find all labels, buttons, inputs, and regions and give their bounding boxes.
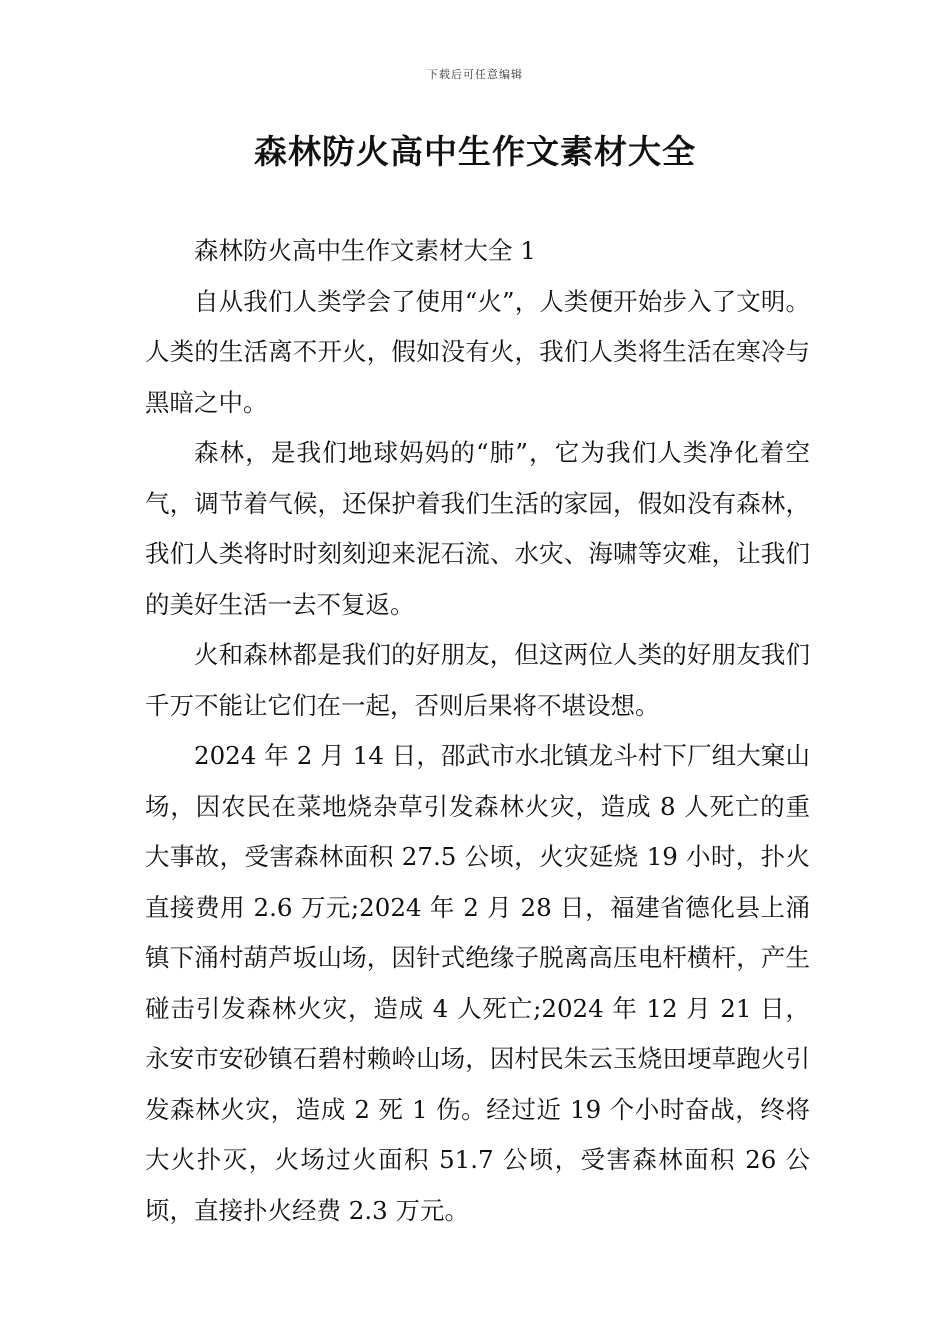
- paragraph: 森林，是我们地球妈妈的“肺”，它为我们人类净化着空气，调节着气候，还保护着我们生活的家园，假如没有森林，我们人类将时时刻刻迎来泥石流、水灾、海啸等灾难，让我们的美好生活一去不复返。: [145, 438, 810, 619]
- paragraph: 火和森林都是我们的好朋友，但这两位人类的好朋友我们千万不能让它们在一起，否则后果将不堪设想。: [145, 640, 810, 720]
- paragraph: 自从我们人类学会了使用“火”，人类便开始步入了文明。人类的生活离不开火，假如没有火，我们人类将生活在寒冷与黑暗之中。: [145, 286, 810, 417]
- section-heading: 森林防火高中生作文素材大全 1: [194, 236, 536, 265]
- document-title: 森林防火高中生作文素材大全: [254, 132, 696, 171]
- document-body: [145, 226, 810, 1236]
- paragraph: 2024 年 2 月 14 日，邵武市水北镇龙斗村下厂组大窠山场，因农民在菜地烧杂草引发森林火灾，造成 8 人死亡的重大事故，受害森林面积 27.5 公顷，火灾延烧 19 小时，扑火直接费用 2.6 万元;2024 年 2 月 28 日，福建省德化县上涌镇下涌村葫芦坂山场，因针式绝缘子脱离高压电杆横杆，产生碰击引发森林火灾，造成 4 人死亡;2024 年 12 月 21 日，永安市安砂镇石碧村赖岭山场，因村民朱云玉烧田埂草跑火引发森林火灾，造成 2 死 1 伤。经过近 19 个小时奋战，终将大火扑灭，火场过火面积 51.7 公顷，受害森林面积 26 公顷，直接扑火经费 2.3 万元。: [145, 741, 810, 1225]
- header-note: 下载后可任意编辑: [427, 68, 523, 81]
